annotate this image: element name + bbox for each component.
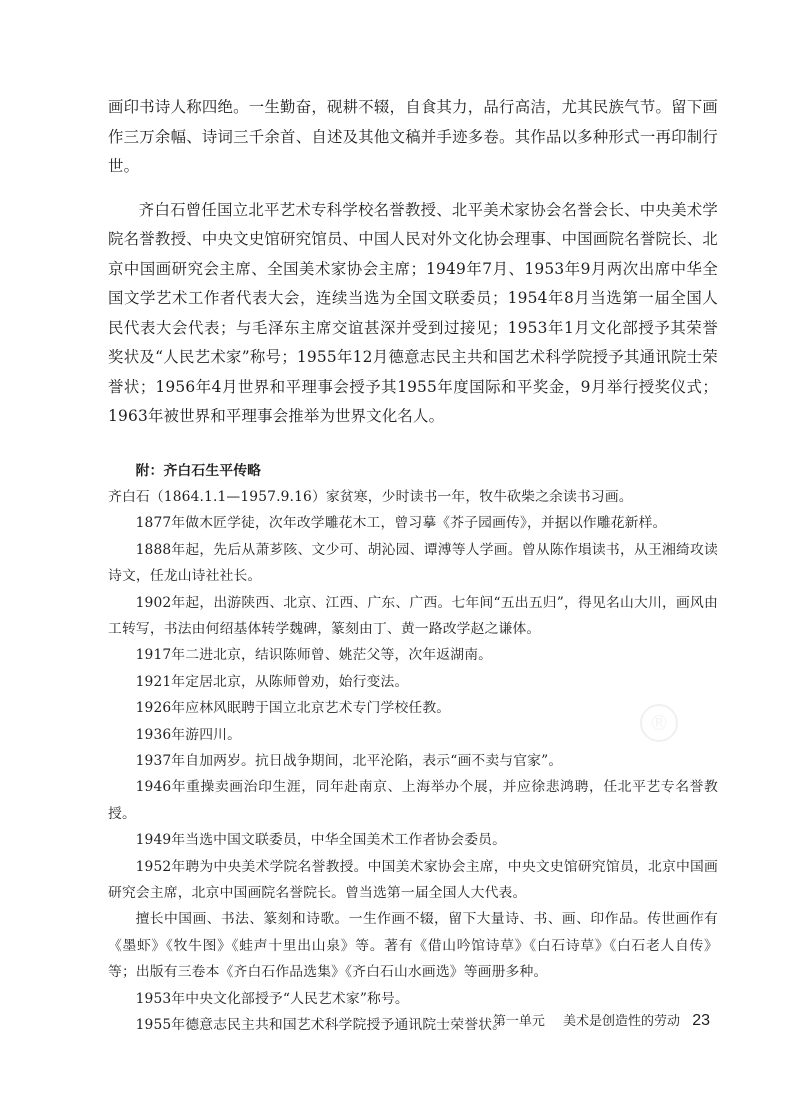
appendix-entry: 1937年自加两岁。抗日战争期间，北平沦陷，表示“画不卖与官家”。 [135, 752, 563, 769]
appendix-entry: 1917年二进北京，结识陈师曾、姚茫父等，次年返湖南。 [135, 647, 493, 664]
footer-chapter-title: 美术是创造性的劳动 [563, 1014, 681, 1029]
appendix-entry: 齐白石（1864.1.1—1957.9.16）家贫寒，少时读书一年，牧牛砍柴之余读书习画。 [108, 488, 633, 505]
appendix-entry: 1921年定居北京，从陈师曾劝，始行变法。 [135, 673, 409, 690]
main-text [108, 93, 718, 432]
page-content [108, 93, 718, 1038]
paragraph-positions: 齐白石曾任国立北平艺术专科学校名誉教授、北平美术家协会名誉会长、中央美术学院名誉教授、中央文史馆研究馆员、中国人民对外文化协会理事、中国画院名誉院长、北京中国画研究会主席、全国美术家协会主席；1949年7月、1953年9月两次出席中华全国文学艺术工作者代表大会，连续当选为全国文联委员；1954年8月当选第一届全国人民代表大会代表；与毛泽东主席交谊甚深并受到过接见；1953年1月文化部授予其荣誉奖状及“人民艺术家”称号；1955年12月德意志民主共和国艺术科学院授予其通讯院士荣誉状；1956年4月世界和平理事会授予其1955年度国际和平奖金，9月举行授奖仪式；1963年被世界和平理事会推举为世界文化名人。 [108, 200, 718, 425]
appendix-entry: 1946年重操卖画治印生涯，同年赴南京、上海举办个展，并应徐悲鸿聘，任北平艺专名誉教授。 [108, 779, 718, 822]
footer-unit: 第一单元 [492, 1014, 545, 1029]
appendix-entry: 1953年中央文化部授予“人民艺术家”称号。 [135, 990, 409, 1007]
appendix-entry: 1877年做木匠学徒，次年改学雕花木工，曾习摹《芥子园画传》，并据以作雕花新样。 [135, 515, 667, 532]
appendix-title: 附：齐白石生平传略 [135, 462, 262, 479]
paragraph-continuation: 画印书诗人称四绝。一生勤奋，砚耕不辍，自食其力，品行高洁，尤其民族气节。留下画作三万余幅、诗词三千余首、自述及其他文稿并手迹多卷。其作品以多种形式一再印制行世。 [108, 98, 718, 175]
appendix-entry: 1902年起，出游陕西、北京、江西、广东、广西。七年间“五出五归”，得见名山大川，画风由工转写，书法由何绍基体转学魏碑，篆刻由丁、黄一路改学赵之谦体。 [108, 594, 718, 637]
registered-mark-icon: ® [640, 704, 678, 742]
appendix-entry: 1949年当选中国文联委员，中华全国美术工作者协会委员。 [135, 832, 507, 849]
appendix-entry: 擅长中国画、书法、篆刻和诗歌。一生作画不辍，留下大量诗、书、画、印作品。传世画作有《墨虾》《牧牛图》《蛙声十里出山泉》等。著有《借山吟馆诗草》《白石诗草》《白石老人自传》等；出版有三卷本《齐白石作品选集》《齐白石山水画选》等画册多种。 [108, 911, 718, 981]
appendix-entry: 1955年德意志民主共和国艺术科学院授予通讯院士荣誉状。 [135, 1017, 507, 1034]
page-number: 23 [692, 1012, 710, 1029]
appendix-biography [108, 458, 718, 1039]
page-footer [493, 1010, 710, 1030]
appendix-entry: 1952年聘为中央美术学院名誉教授。中国美术家协会主席，中央文史馆研究馆员，北京中国画研究会主席，北京中国画院名誉院长。曾当选第一届全国人大代表。 [108, 858, 718, 901]
appendix-entry: 1926年应林风眠聘于国立北京艺术专门学校任教。 [135, 700, 451, 717]
appendix-entry: 1888年起，先后从萧芗陔、文少可、胡沁园、谭溥等人学画。曾从陈作塤读书，从王湘绮攻读诗文，任龙山诗社社长。 [108, 541, 718, 585]
appendix-entry: 1936年游四川。 [135, 726, 242, 743]
